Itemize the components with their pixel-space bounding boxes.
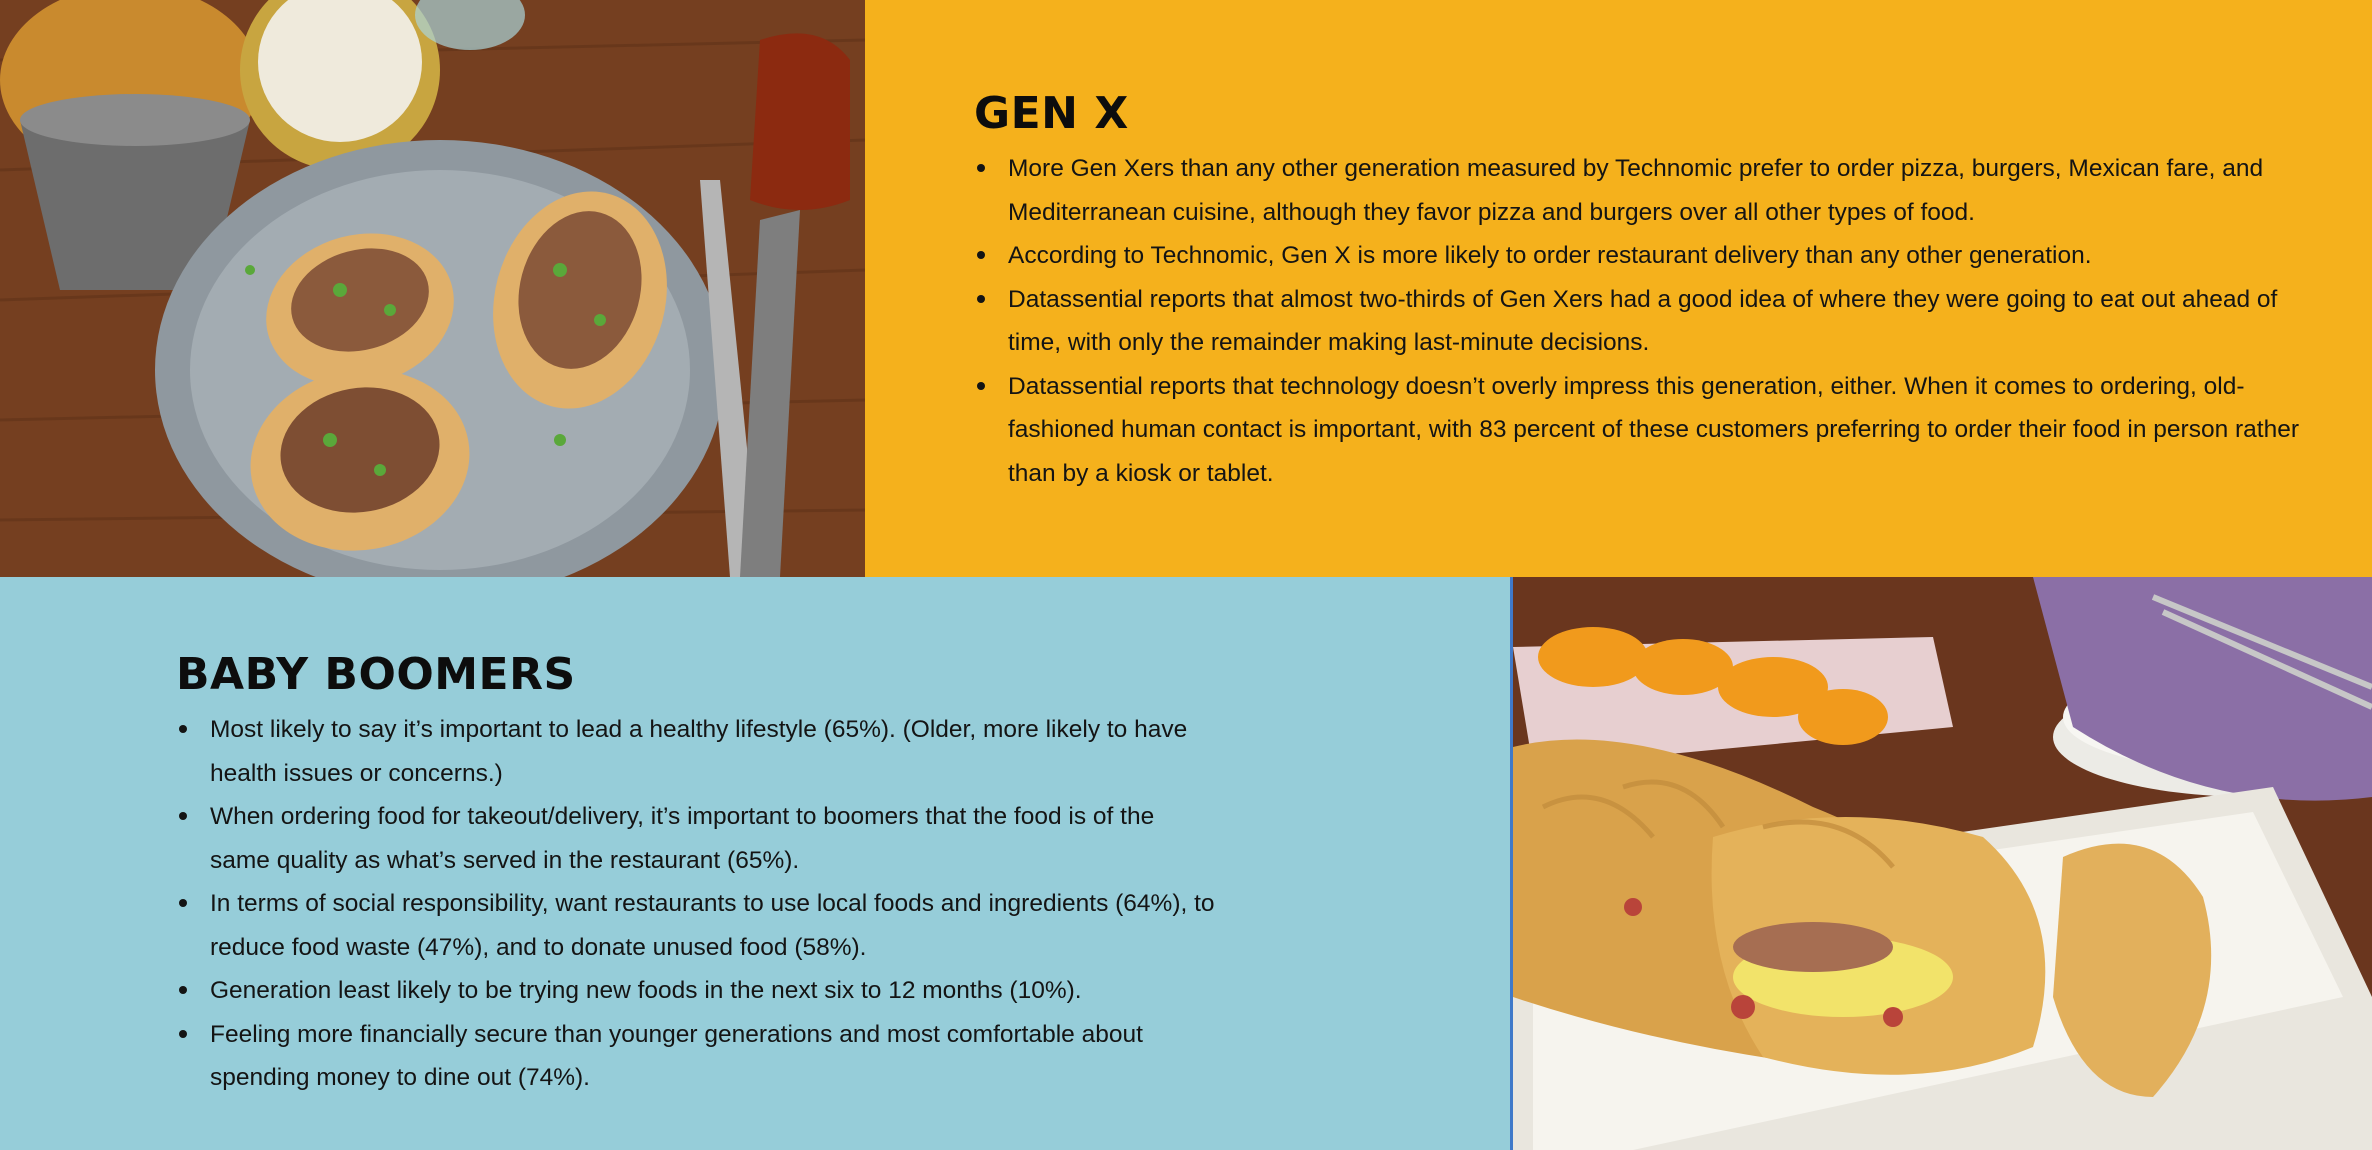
gen-x-bullet: More Gen Xers than any other generation measured by Technomic prefer to order pizza, burgers, Mexican fare, and Mediterranean cuisine, although they favor pizza and burgers over all other types of food. — [974, 147, 2304, 234]
baby-boomers-bullet: When ordering food for takeout/delivery, it’s important to boomers that the food is of the same quality as what’s served in the restaurant (65%). — [176, 795, 1216, 882]
pastry-photo — [1510, 577, 2372, 1150]
baby-boomers-bullet: Most likely to say it’s important to lead a healthy lifestyle (65%). (Older, more likely to have health issues or concerns.) — [176, 708, 1216, 795]
baby-boomers-panel — [0, 577, 1510, 1150]
gen-x-title: GEN X — [974, 88, 1129, 139]
tacos-photo — [0, 0, 865, 577]
gen-x-bullet: Datassential reports that technology doesn’t overly impress this generation, either. When it comes to ordering, old-fashioned human contact is important, with 83 percent of these customers preferring to order their food in person rather than by a kiosk or tablet. — [974, 365, 2304, 496]
gen-x-bullet-list — [974, 147, 2304, 495]
gen-x-bullet: Datassential reports that almost two-thirds of Gen Xers had a good idea of where they were going to eat out ahead of time, with only the remainder making last-minute decisions. — [974, 278, 2304, 365]
baby-boomers-bullet: In terms of social responsibility, want restaurants to use local foods and ingredients (64%), to reduce food waste (47%), and to donate unused food (58%). — [176, 882, 1216, 969]
gen-x-panel — [865, 0, 2372, 577]
gen-x-bullet: According to Technomic, Gen X is more likely to order restaurant delivery than any other generation. — [974, 234, 2304, 278]
baby-boomers-bullet: Generation least likely to be trying new foods in the next six to 12 months (10%). — [176, 969, 1216, 1013]
baby-boomers-bullet: Feeling more financially secure than younger generations and most comfortable about spending money to dine out (74%). — [176, 1013, 1216, 1100]
baby-boomers-title: BABY BOOMERS — [176, 649, 576, 700]
baby-boomers-bullet-list — [176, 708, 1216, 1100]
baby-boomers-section — [176, 649, 1216, 1100]
gen-x-section — [974, 88, 2304, 495]
